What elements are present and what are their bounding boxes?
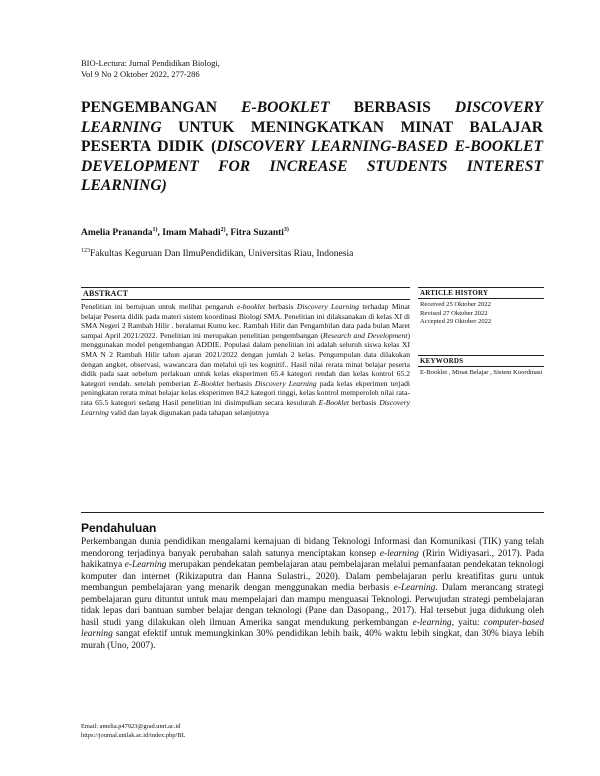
journal-header (81, 58, 220, 80)
accepted-date: Accepted 29 Oktober 2022 (420, 318, 492, 326)
abstract-body: Penelitian ini bertujuan untuk melihat pengaruh e-booklet berbasis Discovery Learning terhadap Minat belajar Peserta didik pada materi sistem koordinasi Biologi SMA. Penelitian ini dilaksanakan di kelas XI di SMA Negeri 2 Rambah Hilir . beralamat Kumu kec. Rambah Hilir dan Pengambilan data pada bulan Maret sampai April 2021/2022. Penelitian ini merupakan penelitian pengembangan (Research and Development) menggunakan model pengembangan ADDIE. Populasi dalam penelitian ini adalah seluruh siswa kelas XI SMA N 2 Rambah Hilir tahun ajaran 2021/2022 dengan jumlah 2 kelas. Pengumpulan data dilakukan dengan angket, observasi, wawancara dan melalui uji tes kognitif.. Hasil nilai rerata minat belajar peserta didik pada saat sebelum perlakuan untuk kelas eksperimen 65.4 kategori rendah dan kelas kontrol 65.2 kategori rendah. setelah pemberian E-Booklet berbasis Discovery Learning pada kelas ekperimen terjadi peningkatan rerata minat belajar kelas eksperimen 84,2 kategori tinggi, kelas kontrol memperoleh nilai rata-rata 65.5 kategori sedang Hasil penelitian ini disimpulkan secara kesulurah E-Booklet berbasis Discovery Learning valid dan layak digunakan pada tahapan selanjutnya (81, 302, 411, 417)
journal-name: BIO-Lectura: Jurnal Pendidikan Biologi, (81, 58, 220, 68)
page-footer (81, 723, 185, 740)
intro-heading: Pendahuluan (81, 521, 157, 535)
abstract-section (81, 287, 410, 417)
abstract-heading: ABSTRACT (81, 287, 410, 300)
paper-title: PENGEMBANGAN E-BOOKLET BERBASIS DISCOVERY LEARNING UNTUK MENINGKATKAN MINAT BALAJAR PESERTA DIDIK (DISCOVERY LEARNING-BASED E-BOOKLET DEVELOPMENT FOR INCREASE STUDENTS INTEREST LEARNING) (81, 99, 543, 195)
article-history-heading: ARTICLE HISTORY (418, 287, 544, 299)
article-history-list (418, 299, 544, 327)
author-email: Email: amelia.p47923@grad.unri.ac.id (81, 723, 181, 730)
received-date: Received 25 Oktober 2022 (420, 301, 491, 308)
author-list: Amelia Prananda$^{1)}$, Imam Mahadi$^{2)}$, Fitra Suzanti$^{3)}$ (81, 226, 289, 238)
section-divider (81, 512, 544, 513)
keywords-heading: KEYWORDS (418, 355, 544, 367)
affiliation: $^{123}$Fakultas Keguruan Dan IlmuPendidikan, Universitas Riau, Indonesia (81, 247, 354, 259)
journal-url[interactable]: https://journal.unilak.ac.id/index.php/BL (81, 731, 186, 739)
keywords-list: E-Booklet , Minat Belajar , Sistem Koordinasi (420, 368, 543, 376)
revised-date: Revised 27 Oktober 2022 (420, 309, 488, 317)
article-sidebar (418, 287, 544, 377)
intro-body: Perkembangan dunia pendidikan mengalami kemajuan di bidang Teknologi Informasi dan Komunikasi (TIK) yang telah mendorong terjadinya banyak perubahan salah satunya menciptakan konsep e-learning (Ririn Widiyasari., 2017). Pada hakikatnya e-Learning merupakan pendekatan pembelajaran atau pembelajaran melalui pemanfaatan pendekatan teknologi komputer dan internet (Rikizaputra dan Hanna Sulastri., 2020). Dalam pembelajaran perlu kreatifitas guru untuk membangun pembelajaran yang menarik dengan menggunakan media berbasis e-Learning. Dalam merancang strategi pembelajaran guru dituntut untuk mau mempelajari dan mampu menguasai Teknologi. Perwujudan strategi pembelajaran tidak lepas dari bantuan sumber belajar dengan teknologi (Pane dan Dasopang., 2017). Hal tersebut juga didukung oleh hasil studi yang dilakukan oleh ilmuan Amerika sangat mendukung perkembangan e-learning, yaitu: computer-based learning sangat efektif untuk memungkinkan 30% pendidikan lebih baik, 40% waktu lebih singkat, dan 30% biaya lebih murah (Uno, 2007). (81, 537, 545, 651)
journal-volume: Vol 9 No 2 Oktober 2022, 277-286 (81, 69, 200, 79)
